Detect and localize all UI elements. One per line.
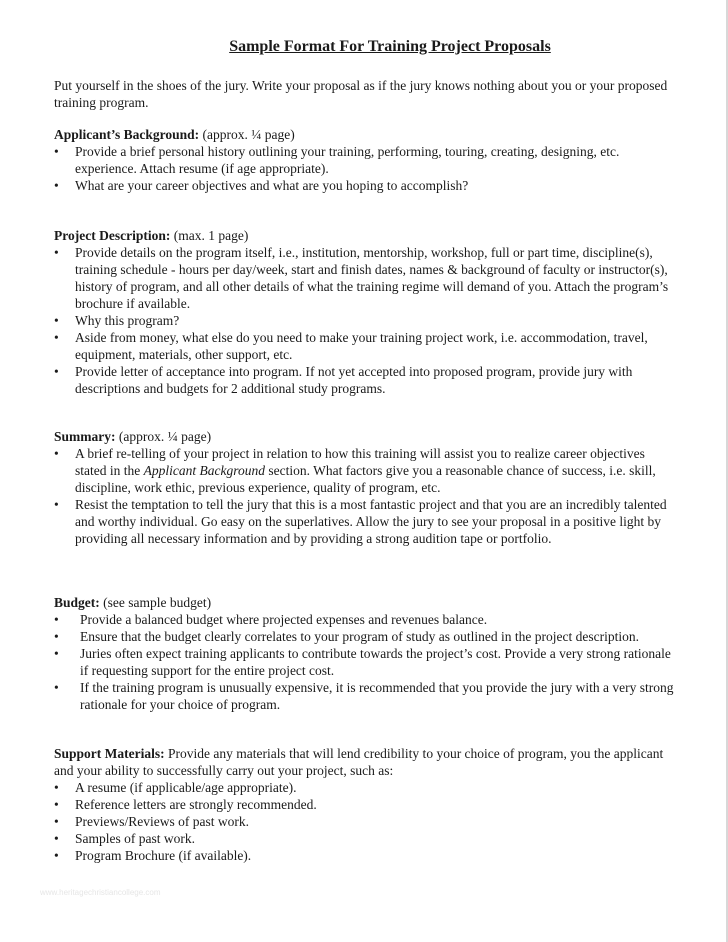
list-item: • Samples of past work. (54, 831, 195, 846)
section-note: (approx. ¼ page) (199, 127, 295, 142)
section-summary (54, 428, 674, 547)
bullet-icon: • (54, 446, 59, 461)
bullet-icon: • (54, 848, 59, 863)
watermark: www.heritagechristiancollege.com (40, 888, 161, 897)
intro-paragraph: Put yourself in the shoes of the jury. Write your proposal as if the jury knows nothing about you or your proposed training program. (54, 78, 668, 110)
list-item: • Why this program? (54, 313, 180, 328)
list-item: • A brief re-telling of your project in relation to how this training will assist you to realize career objectives stated in the Applicant Background section. What factors give you a reasonable chance of success, i.e. skill, discipline, work ethic, previous experience, quality of program, etc. (54, 446, 656, 495)
bullet-list (54, 779, 674, 864)
bullet-icon: • (54, 497, 59, 512)
list-item: • Reference letters are strongly recommended. (54, 797, 317, 812)
bullet-icon: • (54, 646, 59, 661)
list-item: • Program Brochure (if available). (54, 848, 252, 863)
section-support-materials (54, 745, 674, 864)
list-item: • Previews/Reviews of past work. (54, 814, 249, 829)
list-item: • Provide details on the program itself, i.e., institution, mentorship, workshop, full or part time, discipline(s), training schedule - hours per day/week, start and finish dates, names & background of faculty or instructor(s), history of program, and all other details of what the training regime will demand of you. Attach the program’s brochure if available. (54, 245, 669, 311)
list-item: • Aside from money, what else do you need to make your training project work, i.e. accommodation, travel, equipment, materials, other support, etc. (54, 330, 648, 362)
section-text: Provide any materials that will lend credibility to your choice of program, you the applicant and your ability to successfully carry out your project, such as: (54, 746, 664, 778)
bullet-icon: • (54, 797, 59, 812)
bullet-list (54, 244, 674, 397)
section-heading: Applicant’s Background: (54, 127, 200, 142)
bullet-list (54, 445, 674, 547)
list-item: • Provide a brief personal history outlining your training, performing, touring, creating, designing, etc. experience. Attach resume (if age appropriate). (54, 144, 620, 176)
section-note: (approx. ¼ page) (115, 429, 212, 444)
list-item: • Provide a balanced budget where projected expenses and revenues balance. (54, 612, 488, 627)
bullet-icon: • (54, 780, 59, 795)
list-item: • Ensure that the budget clearly correlates to your program of study as outlined in the project description. (54, 629, 639, 644)
bullet-icon: • (54, 330, 59, 345)
bullet-icon: • (54, 313, 59, 328)
bullet-icon: • (54, 680, 59, 695)
bullet-icon: • (54, 245, 59, 260)
list-item: • Juries often expect training applicants to contribute towards the project’s cost. Provide a very strong rationale if requesting support for the entire project cost. (54, 646, 671, 678)
bullet-list (54, 143, 674, 194)
section-heading: Project Description: (54, 228, 171, 243)
list-item: • Provide letter of acceptance into program. If not yet accepted into proposed program, provide jury with descriptions and budgets for 2 additional study programs. (54, 364, 633, 396)
section-applicant-background (54, 126, 674, 194)
section-heading: Budget: (54, 595, 100, 610)
section-heading: Summary: (54, 429, 116, 444)
bullet-icon: • (54, 178, 59, 193)
bullet-icon: • (54, 144, 59, 159)
section-heading: Support Materials: (54, 746, 165, 761)
bullet-icon: • (54, 364, 59, 379)
bullet-icon: • (54, 612, 59, 627)
section-note: (see sample budget) (99, 595, 212, 610)
bullet-list (54, 611, 674, 713)
section-note: (max. 1 page) (170, 228, 249, 243)
list-item: • Resist the temptation to tell the jury that this is a most fantastic project and that you are an incredibly talented and worthy individual. Go easy on the superlatives. Allow the jury to see your proposal in a positive light by providing all necessary information and by providing a strong audition tape or portfolio. (54, 497, 667, 546)
bullet-icon: • (54, 831, 59, 846)
section-budget (54, 594, 674, 713)
bullet-icon: • (54, 814, 59, 829)
list-item: • What are your career objectives and what are you hoping to accomplish? (54, 178, 469, 193)
section-project-description (54, 227, 674, 397)
page-title: Sample Format For Training Project Proposals (229, 38, 551, 55)
list-item: • If the training program is unusually expensive, it is recommended that you provide the jury with a very strong rationale for your choice of program. (54, 680, 674, 712)
list-item: • A resume (if applicable/age appropriate). (54, 780, 297, 795)
bullet-icon: • (54, 629, 59, 644)
